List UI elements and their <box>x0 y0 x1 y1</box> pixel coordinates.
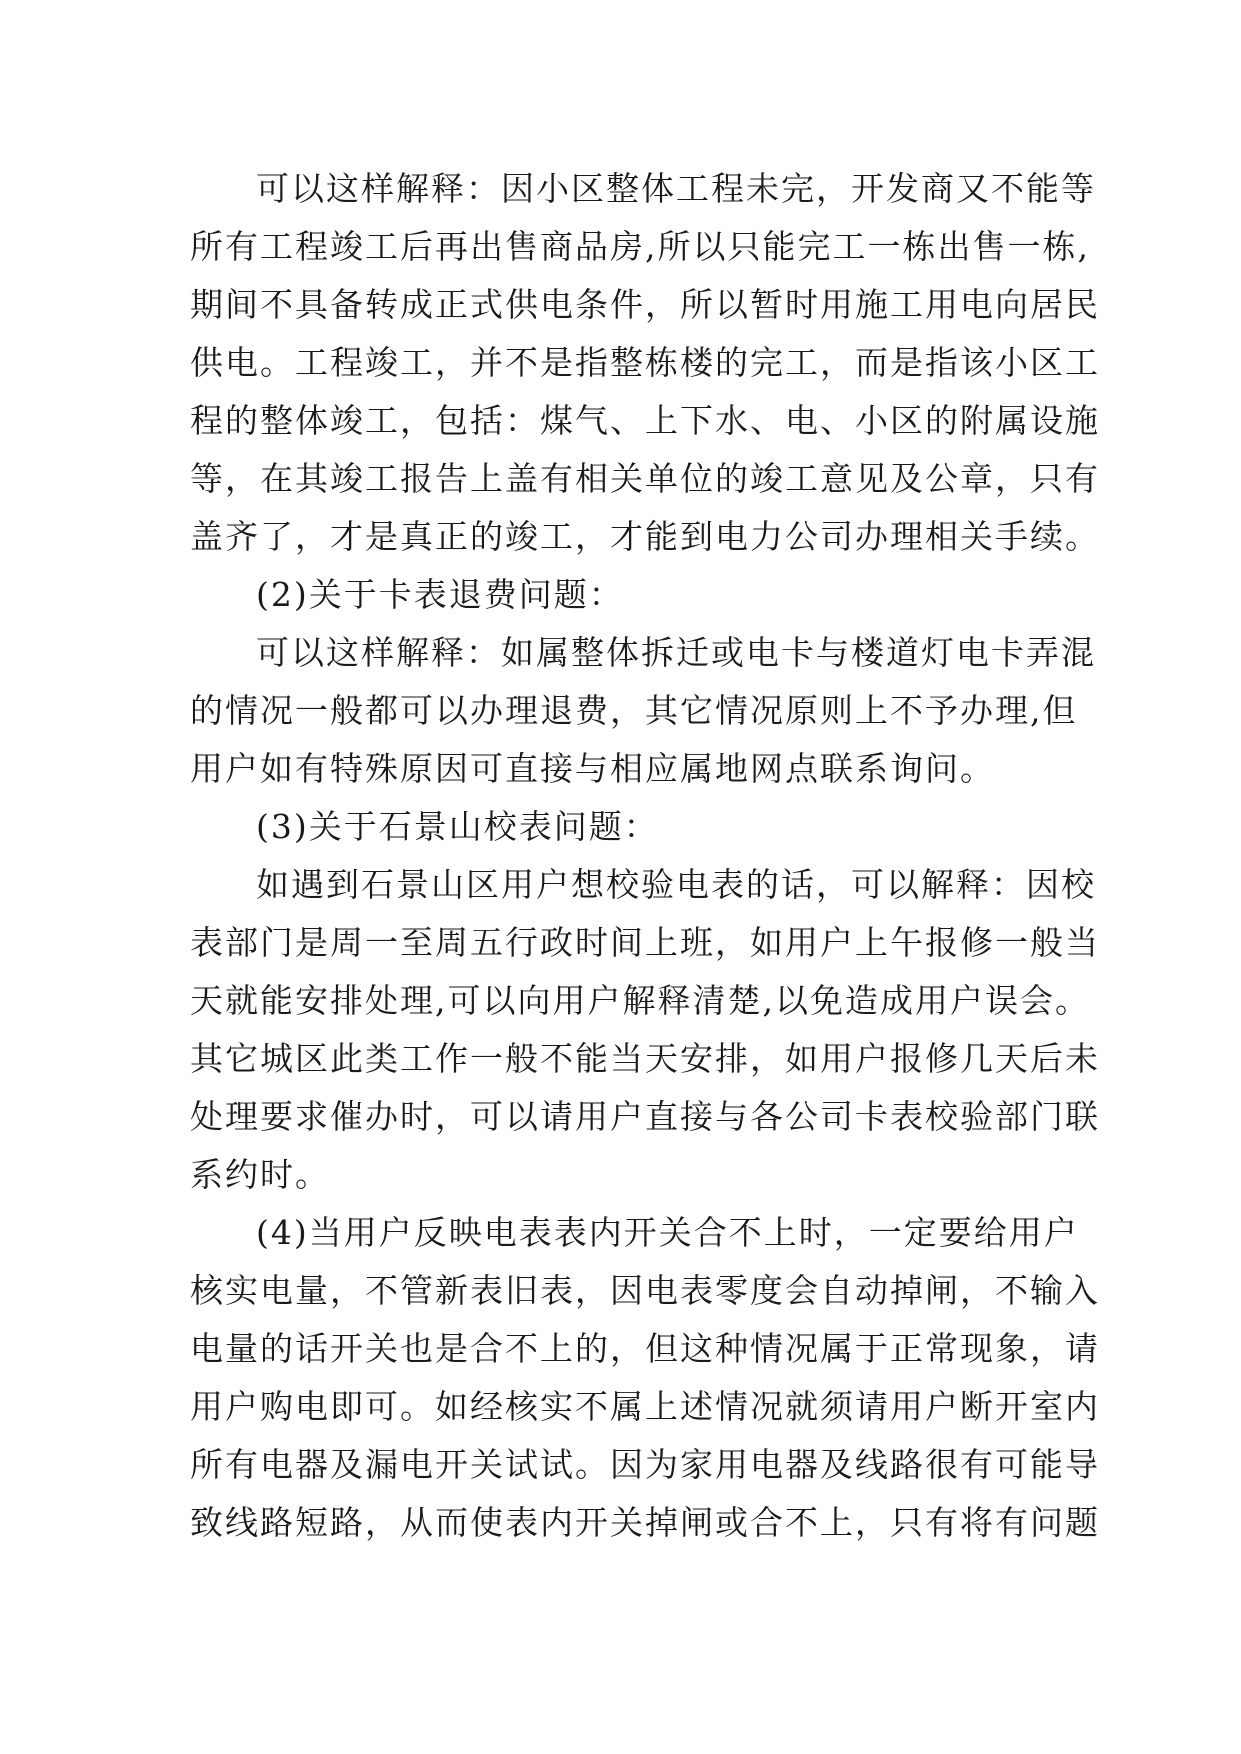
text-line: 如遇到石景山区用户想校验电表的话，可以解释：因校 <box>256 865 1096 904</box>
text-line: 供电。工程竣工，并不是指整栋楼的完工，而是指该小区工 <box>190 343 1100 382</box>
text-line: 的情况一般都可以办理退费，其它情况原则上不予办理,但 <box>190 691 1078 730</box>
text-line: 用户如有特殊原因可直接与相应属地网点联系询问。 <box>190 749 995 788</box>
text-line: 其它城区此类工作一般不能当天安排，如用户报修几天后未 <box>190 1039 1100 1078</box>
body-text <box>190 160 1100 1552</box>
text-line: 用户购电即可。如经核实不属上述情况就须请用户断开室内 <box>190 1387 1100 1426</box>
section-heading: (3)关于石景山校表问题： <box>256 807 659 846</box>
text-line: 可以这样解释：如属整体拆迁或电卡与楼道灯电卡弄混 <box>256 633 1096 672</box>
text-line: 核实电量，不管新表旧表，因电表零度会自动掉闸，不输入 <box>190 1271 1100 1310</box>
text-line: 期间不具备转成正式供电条件，所以暂时用施工用电向居民 <box>190 285 1100 324</box>
text-line: 所有工程竣工后再出售商品房,所以只能完工一栋出售一栋, <box>190 227 1090 266</box>
text-line: 所有电器及漏电开关试试。因为家用电器及线路很有可能导 <box>190 1445 1100 1484</box>
text-line: 等，在其竣工报告上盖有相关单位的竣工意见及公章，只有 <box>190 459 1100 498</box>
text-line: 可以这样解释：因小区整体工程未完，开发商又不能等 <box>256 169 1096 208</box>
text-line: (4)当用户反映电表表内开关合不上时，一定要给用户 <box>256 1213 1079 1252</box>
text-line: 致线路短路，从而使表内开关掉闸或合不上，只有将有问题 <box>190 1503 1100 1542</box>
text-line: 处理要求催办时，可以请用户直接与各公司卡表校验部门联 <box>190 1097 1100 1136</box>
text-line: 盖齐了，才是真正的竣工，才能到电力公司办理相关手续。 <box>190 517 1100 556</box>
section-heading: (2)关于卡表退费问题： <box>256 575 624 614</box>
text-line: 系约时。 <box>190 1155 330 1194</box>
text-line: 天就能安排处理,可以向用户解释清楚,以免造成用户误会。 <box>190 981 1090 1020</box>
text-line: 程的整体竣工，包括：煤气、上下水、电、小区的附属设施 <box>190 401 1100 440</box>
text-line: 电量的话开关也是合不上的，但这种情况属于正常现象，请 <box>190 1329 1100 1368</box>
text-line: 表部门是周一至周五行政时间上班，如用户上午报修一般当 <box>190 923 1100 962</box>
